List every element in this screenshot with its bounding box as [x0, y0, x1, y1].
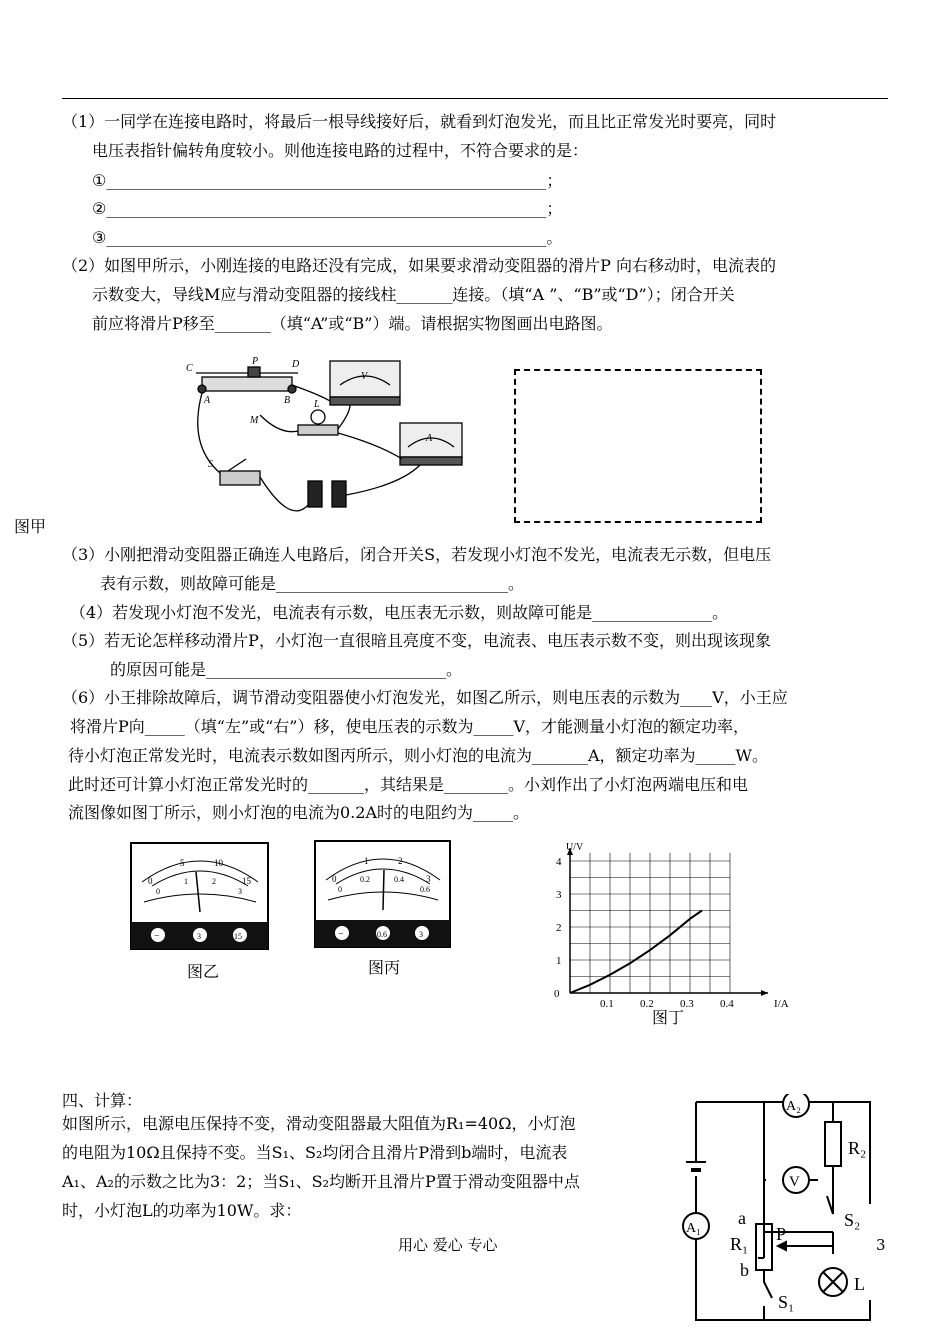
- a-scale-bottom-2: 0.4: [394, 875, 404, 884]
- q1-blank3: ③_______________________________________________________。: [92, 228, 563, 247]
- section4-heading: 四、计算：: [62, 1091, 143, 1110]
- q6-line5: 流图像如图丁所示，则小灯泡的电流为0.2A时的电阻约为_____。: [68, 803, 530, 822]
- y-tick-label: 1: [556, 955, 562, 967]
- svg-text:L: L: [314, 399, 320, 410]
- svg-text:P: P: [252, 356, 259, 367]
- ammeter-figure: [314, 840, 452, 950]
- svg-text:A: A: [426, 433, 433, 444]
- figure-bing-label: 图丙: [368, 960, 401, 977]
- label-b: b: [740, 1260, 749, 1280]
- label-r1: R₁: [730, 1234, 749, 1254]
- chart-grid: [570, 853, 730, 993]
- a-scale-top-1: 1: [364, 856, 369, 866]
- iv-chart: [550, 840, 800, 1030]
- q5-line2: 的原因可能是______________________________。: [110, 660, 463, 679]
- svg-text:D: D: [292, 359, 300, 370]
- x-axis-arrow: [761, 990, 768, 996]
- q1-line2: 电压表指针偏转角度较小。则他连接电路的过程中，不符合要求的是：: [92, 141, 589, 160]
- q6-line3: 待小灯泡正常发光时，电流表示数如图丙所示，则小灯泡的电流为_______A，额定功率为_____W。: [68, 746, 769, 765]
- figure-ding-label: 图丁: [652, 1010, 685, 1027]
- v-scale-bottom-0: 0: [156, 887, 160, 896]
- v-terminal-15: 15: [234, 932, 242, 941]
- label-v: V: [789, 1174, 800, 1190]
- a-scale-top-0: 0: [332, 874, 337, 884]
- voltmeter-figure: [130, 842, 270, 952]
- q6-line4: 此时还可计算小灯泡正常发光时的_______，其结果是________。小刘作出了小灯泡两端电压和电: [68, 775, 749, 794]
- a-scale-top-2: 2: [398, 856, 403, 866]
- circuit-diagram-answer-box: [514, 369, 762, 523]
- a-scale-bottom-0: 0: [338, 885, 342, 894]
- chart-ylabel: U/V: [566, 842, 584, 853]
- q2-line2: 示数变大，导线M应与滑动变阻器的接线柱_______连接。（填“A ”、“B”或“D”）；闭合开关: [92, 285, 735, 304]
- x-tick-label: 0.4: [720, 998, 734, 1010]
- q5-line1: （5）若无论怎样移动滑片P，小灯泡一直很暗且亮度不变，电流表、电压表示数不变，则出现该现象: [62, 631, 771, 650]
- v-terminal-3: 3: [197, 932, 201, 941]
- label-p: P: [776, 1224, 787, 1244]
- label-a2: A₂: [786, 1099, 801, 1114]
- a-terminal-3: 3: [419, 930, 423, 939]
- y-tick-label: 2: [556, 922, 562, 934]
- a-scale-bottom-1: 0.2: [360, 875, 370, 884]
- header-rule: [62, 98, 888, 99]
- circuit-schematic: [672, 1094, 890, 1326]
- a-scale-bottom-3: 0.6: [420, 885, 430, 894]
- svg-text:V: V: [361, 371, 368, 382]
- x-tick-label: 0.3: [680, 998, 694, 1010]
- figure-jia-label: 图甲: [14, 517, 47, 536]
- label-r2: R₂: [848, 1138, 867, 1158]
- a-terminal-neg: −: [338, 929, 344, 940]
- q3-line1: （3）小刚把滑动变阻器正确连人电路后，闭合开关S，若发现小灯泡不发光，电流表无示数，但电压: [62, 545, 772, 564]
- q4-line1: （4）若发现小灯泡不发光，电流表有示数，电压表无示数，则故障可能是_______________。: [70, 603, 729, 622]
- y-tick-label: 3: [556, 889, 562, 901]
- y-tick-label: 4: [556, 856, 562, 868]
- y-tick-label: 0: [554, 988, 560, 1000]
- x-tick-label: 0.2: [640, 998, 654, 1010]
- page-number: 3: [876, 1236, 886, 1254]
- svg-text:A: A: [204, 395, 211, 406]
- physical-circuit-figure: [180, 355, 470, 525]
- chart-xlabel: I/A: [774, 998, 789, 1010]
- q2-line1: （2）如图甲所示，小刚连接的电路还没有完成，如果要求滑动变阻器的滑片P 向右移动时，电流表的: [62, 256, 777, 275]
- section4-line3: A₁、A₂的示数之比为3：2；当S₁、S₂均断开且滑片P置于滑动变阻器中点: [62, 1172, 580, 1191]
- label-a1: A₁: [686, 1221, 701, 1236]
- section4-line2: 的电阻为10Ω且保持不变。当S₁、S₂均闭合且滑片P滑到b端时，电流表: [62, 1143, 568, 1162]
- q1-line1: （1）一同学在连接电路时，将最后一根导线接好后，就看到灯泡发光，而且比正常发光时要亮，同时: [62, 112, 777, 131]
- q3-line2: 表有示数，则故障可能是_____________________________。: [100, 574, 525, 593]
- v-scale-top-1: 5: [180, 858, 185, 868]
- q1-blank1: ①_______________________________________________________；: [92, 171, 563, 190]
- figure-yi-label: 图乙: [187, 964, 220, 981]
- v-terminal-neg: −: [154, 931, 160, 942]
- a-scale-top-3: 3: [426, 874, 431, 884]
- svg-text:S: S: [208, 459, 213, 470]
- footer-center: 用心 爱心 专心: [398, 1236, 498, 1254]
- svg-text:M: M: [250, 415, 259, 426]
- label-a: a: [738, 1208, 746, 1228]
- q1-blank2: ②_______________________________________________________；: [92, 199, 563, 218]
- label-l: L: [854, 1274, 865, 1294]
- svg-text:B: B: [284, 395, 291, 406]
- v-scale-top-3: 15: [242, 876, 251, 886]
- label-s2: S₂: [844, 1210, 861, 1230]
- a-terminal-0.6: 0.6: [377, 930, 387, 939]
- q6-line2: 将滑片P向_____（填“左”或“右”）移，使电压表的示数为_____V，才能测量小灯泡的额定功率，: [70, 717, 750, 736]
- q6-line1: （6）小王排除故障后，调节滑动变阻器使小灯泡发光，如图乙所示，则电压表的示数为____V，小王应: [62, 688, 788, 707]
- x-tick-label: 0.1: [600, 998, 614, 1010]
- v-scale-top-0: 0: [148, 876, 153, 886]
- v-scale-bottom-2: 2: [212, 877, 216, 886]
- v-scale-bottom-3: 3: [238, 887, 242, 896]
- label-s1: S₁: [778, 1292, 795, 1312]
- v-scale-top-2: 10: [214, 858, 223, 868]
- q2-line3: 前应将滑片P移至_______（填“A”或“B”）端。请根据实物图画出电路图。: [92, 314, 613, 333]
- v-scale-bottom-1: 1: [184, 877, 188, 886]
- section4-line4: 时，小灯泡L的功率为10W。求：: [62, 1201, 302, 1220]
- svg-text:C: C: [186, 363, 193, 374]
- section4-line1: 如图所示，电源电压保持不变，滑动变阻器最大阻值为R₁=40Ω，小灯泡: [62, 1114, 576, 1133]
